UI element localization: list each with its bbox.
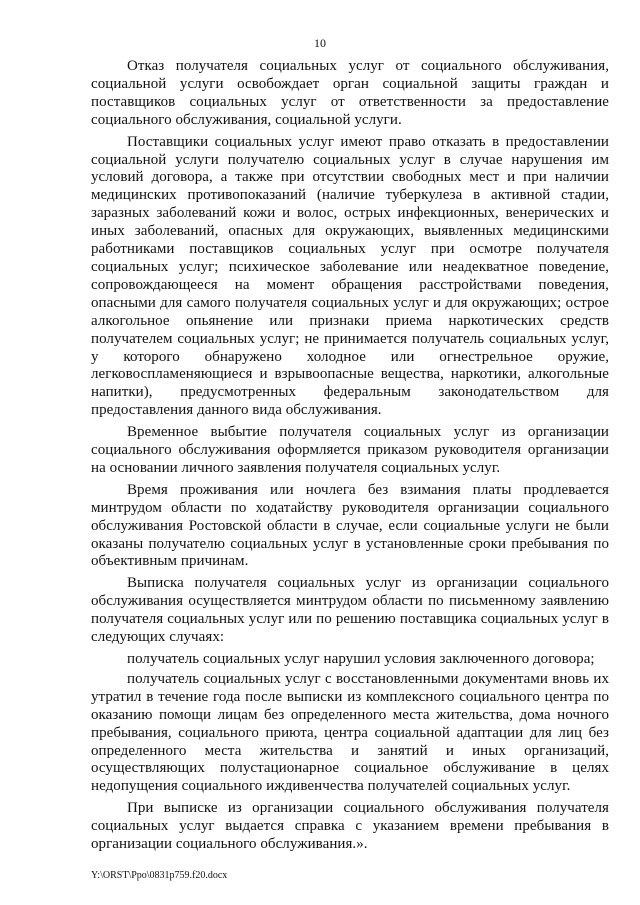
paragraph-refusal-consequences: Отказ получателя социальных услуг от социального обслуживания, социальной услуги освобождает орган социальной защиты граждан и поставщиков социальных услуг от ответственности за предоставление социального обслуживания, социальной услуги. (91, 58, 609, 128)
list-item-contract-violation: получатель социальных услуг нарушил условия заключенного договора; (127, 651, 595, 667)
paragraph-discharge-grounds: Выписка получателя социальных услуг из организации социального обслуживания осуществляется минтрудом области по письменному заявлению получателя социальных услуг или по решению поставщика социальных услуг в следующих случаях: (91, 575, 609, 646)
document-body (91, 58, 609, 854)
list-item-documents-lost: получатель социальных услуг с восстановленными документами вновь их утратил в течение года после выписки из комплексного социального центра по оказанию помощи лицам без определенного места жительства, дома ночного пребывания, социального приюта, центра социальной адаптации для лиц без определенного места жительства и занятий и иных организаций, осуществляющих полустационарное социальное обслуживание в целях недопущения социального иждивенчества получателей социальных услуг. (91, 670, 609, 795)
page-number: 10 (314, 36, 326, 50)
paragraph-temporary-leave: Временное выбытие получателя социальных услуг из организации социального обслуживания оформляется приказом руководителя организации на основании личного заявления получателя социальных услуг. (91, 424, 609, 476)
paragraph-provider-refusal-rights: Поставщики социальных услуг имеют право отказать в предоставлении социальной услуги получателю социальных услуг в случае нарушения им условий договора, а также при отсутствии свободных мест и при наличии медицинских противопоказаний (наличие туберкулеза в активной стадии, заразных заболеваний кожи и волос, острых инфекционных, венерических и иных заболеваний, опасных для окружающих, выявленных медицинскими работниками поставщиков социальных услуг при осмотре получателя социальных услуг; психическое заболевание или неадекватное поведение, сопровождающееся на момент обращения расстройствами поведения, опасными для самого получателя социальных услуг и для окружающих; острое алкогольное опьянение или признаки приема наркотических средств получателем социальных услуг; не принимается получатель социальных услуг, у которого обнаружено холодное или огнестрельное оружие, легковоспламеняющиеся и взрывоопасные вещества, наркотики, алкогольные напитки), предусмотренных федеральным законодательством для предоставления данного вида обслуживания. (91, 133, 609, 419)
file-path-footer: Y:\ORST\Ppo\0831p759.f20.docx (91, 870, 228, 881)
paragraph-stay-extension: Время проживания или ночлега без взимания платы продлевается минтрудом области по ходатайству руководителя организации социального обслуживания Ростовской области в случае, если социальные услуги не были оказаны получателю социальных услуг в установленные сроки пребывания по объективным причинам. (91, 481, 609, 570)
paragraph-discharge-certificate: При выписке из организации социального обслуживания получателя социальных услуг выдается справка с указанием времени пребывания в организации социального обслуживания.». (91, 800, 609, 853)
